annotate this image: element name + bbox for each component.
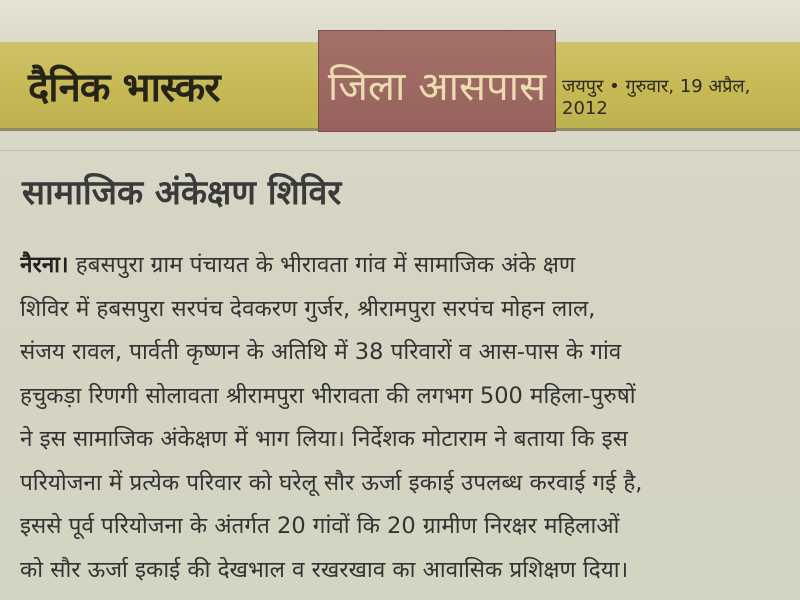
- article-line-2: शिविर में हबसपुरा सरपंच देवकरण गुर्जर, श्रीरामपुरा सरपंच मोहन लाल,: [20, 295, 596, 322]
- section-label-box: [318, 30, 556, 132]
- article-line-4: हचुकड़ा रिणगी सोलावता श्रीरामपुरा भीरावता की लगभग 500 महिला-पुरुषों: [20, 382, 636, 409]
- article-line-3: संजय रावल, पार्वती कृष्णन के अतिथि में 38 परिवारों व आस-पास के गांव: [20, 339, 622, 365]
- byline: नैरना।: [20, 252, 69, 278]
- divider: [0, 150, 800, 151]
- article-headline: सामाजिक अंकेक्षण शिविर: [22, 173, 342, 213]
- article-line-5: ने इस सामाजिक अंकेक्षण में भाग लिया। निर्देशक मोटाराम ने बताया कि इस: [20, 426, 628, 452]
- article-body: [20, 244, 792, 592]
- section-title: जिला आसपास: [327, 64, 547, 110]
- article-line-1: नैरना। हबसपुरा ग्राम पंचायत के भीरावता गांव में सामाजिक अंके क्षण: [20, 252, 576, 278]
- article-line-7: इससे पूर्व परियोजना के अंतर्गत 20 गांवों कि 20 ग्रामीण निरक्षर महिलाओं: [20, 513, 620, 539]
- article-line-6: परियोजना में प्रत्येक परिवार को घरेलू सौर ऊर्जा इकाई उपलब्ध करवाई गई है,: [20, 469, 643, 496]
- newspaper-masthead: दैनिक भास्कर: [28, 65, 220, 111]
- dateline: जयपुर • गुरुवार, 19 अप्रैल, 2012: [562, 76, 751, 119]
- article-line-8: को सौर ऊर्जा इकाई की देखभाल व रखरखाव का आवासिक प्रशिक्षण दिया।: [20, 556, 629, 583]
